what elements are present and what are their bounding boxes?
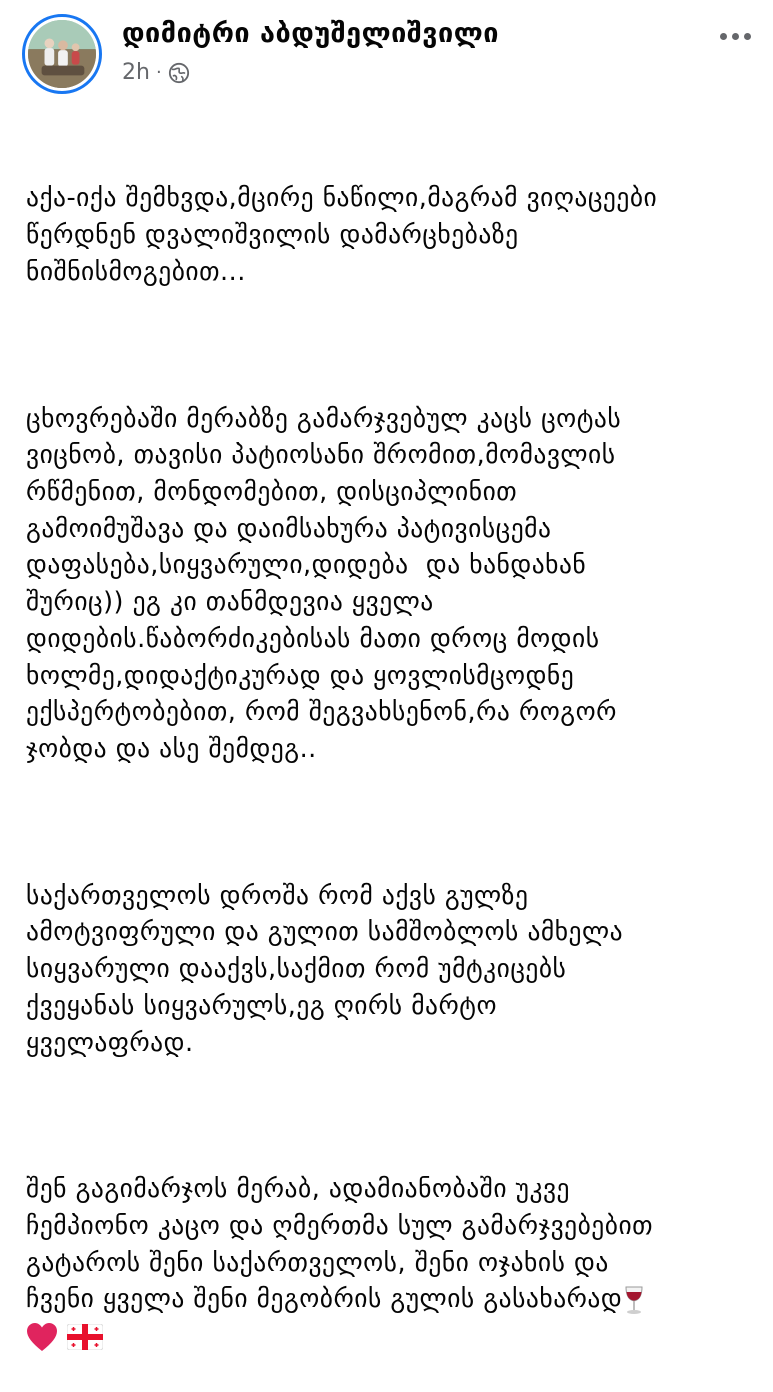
post-paragraph-2 <box>26 401 756 768</box>
post-line: ჩვენი ყველა შენი მეგობრის გულის გასახარად <box>26 1284 623 1315</box>
post-time[interactable]: 2h <box>122 60 150 85</box>
post-line: რწმენით, მონდომებით, დისციპლინით <box>26 477 518 508</box>
globe-icon[interactable] <box>168 62 190 84</box>
post-text <box>26 107 756 1392</box>
post-line: ყველაფრად. <box>26 1027 194 1058</box>
more-dot <box>732 33 739 40</box>
post-paragraph-4 <box>26 1171 756 1355</box>
post-line: აქა-იქა შემხვდა,მცირე ნაწილი,მაგრამ ვიღაცეები <box>26 183 658 214</box>
avatar-photo <box>28 20 96 88</box>
post-line: ჯობდა და ასე შემდეგ.. <box>26 733 317 764</box>
post-line: შურიც)) ეგ კი თანმდევია ყველა <box>26 587 434 618</box>
post-line: ვიცნობ, თავისი პატიოსანი შრომით,მომავლის <box>26 440 616 471</box>
avatar[interactable] <box>22 14 102 94</box>
post-header <box>22 14 755 90</box>
post-line: ცხოვრებაში მერაბზე გამარჯვებულ კაცს ცოტას <box>26 403 622 434</box>
meta-separator: · <box>155 62 162 83</box>
post-line: დიდების.წაბორძიკებისას მათი დროც მოდის <box>26 623 600 654</box>
post-line: ნიშნისმოგებით... <box>26 256 246 287</box>
post-paragraph-1 <box>26 180 756 290</box>
post-line: გატაროს შენი საქართველოს, შენი ოჯახის და <box>26 1247 609 1278</box>
author-name[interactable]: დიმიტრი აბდუშელიშვილი <box>122 18 499 49</box>
post-line: საქართველოს დროშა რომ აქვს გულზე <box>26 880 529 911</box>
more-dot <box>744 33 751 40</box>
post-paragraph-3 <box>26 878 756 1062</box>
more-dots-icon <box>720 33 727 40</box>
wine-glass-icon <box>622 1285 646 1315</box>
post-line: ამოტვიფრული და გულით სამშობლოს ამხელა <box>26 917 624 948</box>
post-meta <box>122 60 190 85</box>
post-line: სიყვარული დააქვს,საქმით რომ უმტკიცებს <box>26 954 567 985</box>
post-line: ხოლმე,დიდაქტიკურად და ყოვლისმცოდნე <box>26 660 575 691</box>
avatar-photo-illustration <box>28 20 96 88</box>
post-line: ექსპერტობებით, რომ შეგვახსენონ,რა როგორ <box>26 697 617 728</box>
post-line: შენ გაგიმარჯოს მერაბ, ადამიანობაში უკვე <box>26 1174 571 1205</box>
red-heart-icon <box>26 1322 58 1352</box>
post-line: ჩემპიონო კაცო და ღმერთმა სულ გამარჯვებებით <box>26 1211 654 1242</box>
more-options-button[interactable] <box>715 22 755 50</box>
post-line: დაფასება,სიყვარული,დიდება და ხანდახან <box>26 550 587 581</box>
georgia-flag-icon <box>67 1324 103 1350</box>
post-line: გამოიმუშავა და დაიმსახურა პატივისცემა <box>26 513 552 544</box>
post-line: წერდნენ დვალიშვილის დამარცხებაზე <box>26 220 519 251</box>
post-line: ქვეყანას სიყვარულს,ეგ ღირს მარტო <box>26 990 498 1021</box>
